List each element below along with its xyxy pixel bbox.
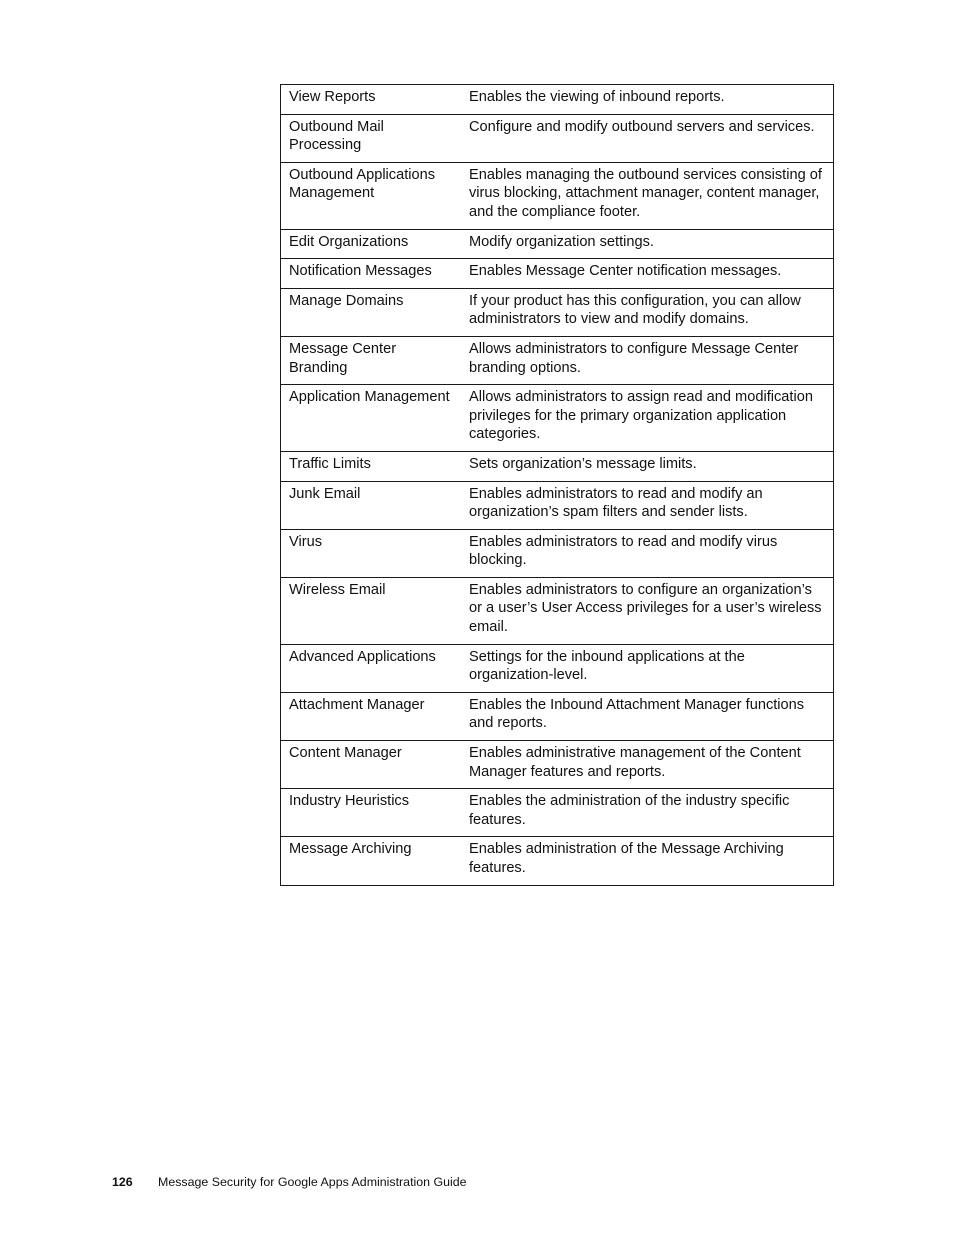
privilege-description: Allows administrators to configure Message Center branding options.: [463, 336, 834, 384]
privileges-table: [280, 84, 834, 886]
privilege-name: Junk Email: [281, 481, 464, 529]
privilege-name: Virus: [281, 529, 464, 577]
privilege-description: Enables the viewing of inbound reports.: [463, 85, 834, 115]
privilege-description: Settings for the inbound applications at the organization-level.: [463, 644, 834, 692]
privilege-description: Sets organization’s message limits.: [463, 451, 834, 481]
privilege-description: Enables administrative management of the Content Manager features and reports.: [463, 741, 834, 789]
table-row: [281, 229, 834, 259]
privilege-name: Message Archiving: [281, 837, 464, 885]
privilege-description: Enables Message Center notification messages.: [463, 259, 834, 289]
table-row: [281, 529, 834, 577]
table-row: [281, 741, 834, 789]
privilege-description: Enables administrators to read and modify virus blocking.: [463, 529, 834, 577]
privilege-name: Content Manager: [281, 741, 464, 789]
table-row: [281, 114, 834, 162]
page-footer: [112, 1174, 467, 1190]
table-row: [281, 451, 834, 481]
table-row: [281, 577, 834, 644]
privilege-name: Advanced Applications: [281, 644, 464, 692]
guide-title: Message Security for Google Apps Administration Guide: [158, 1175, 467, 1189]
privilege-description: Enables managing the outbound services consisting of virus blocking, attachment manager, content manager, and the compliance footer.: [463, 162, 834, 229]
privilege-name: Attachment Manager: [281, 692, 464, 740]
privilege-description: Enables administration of the Message Archiving features.: [463, 837, 834, 885]
table-row: [281, 789, 834, 837]
privilege-description: Modify organization settings.: [463, 229, 834, 259]
privilege-name: Message Center Branding: [281, 336, 464, 384]
privilege-name: Traffic Limits: [281, 451, 464, 481]
privilege-name: Outbound Applications Management: [281, 162, 464, 229]
privilege-description: Enables the administration of the industry specific features.: [463, 789, 834, 837]
table-row: [281, 481, 834, 529]
privilege-name: Outbound Mail Processing: [281, 114, 464, 162]
table-row: [281, 385, 834, 452]
privilege-name: Notification Messages: [281, 259, 464, 289]
privilege-description: Configure and modify outbound servers and services.: [463, 114, 834, 162]
table-row: [281, 162, 834, 229]
table-row: [281, 336, 834, 384]
privilege-description: Enables administrators to read and modify an organization’s spam filters and sender lists.: [463, 481, 834, 529]
privilege-name: Edit Organizations: [281, 229, 464, 259]
privilege-description: Enables the Inbound Attachment Manager functions and reports.: [463, 692, 834, 740]
table-row: [281, 259, 834, 289]
privileges-table-container: [280, 84, 834, 886]
privileges-table-body: [281, 85, 834, 886]
privilege-description: If your product has this configuration, you can allow administrators to view and modify domains.: [463, 288, 834, 336]
table-row: [281, 288, 834, 336]
privilege-description: Allows administrators to assign read and modification privileges for the primary organization application categories.: [463, 385, 834, 452]
table-row: [281, 692, 834, 740]
privilege-name: Industry Heuristics: [281, 789, 464, 837]
privilege-description: Enables administrators to configure an organization’s or a user’s User Access privileges for a user’s wireless email.: [463, 577, 834, 644]
privilege-name: Application Management: [281, 385, 464, 452]
page-number: 126: [112, 1175, 133, 1189]
table-row: [281, 644, 834, 692]
privilege-name: Manage Domains: [281, 288, 464, 336]
privilege-name: View Reports: [281, 85, 464, 115]
privilege-name: Wireless Email: [281, 577, 464, 644]
table-row: [281, 837, 834, 885]
table-row: [281, 85, 834, 115]
